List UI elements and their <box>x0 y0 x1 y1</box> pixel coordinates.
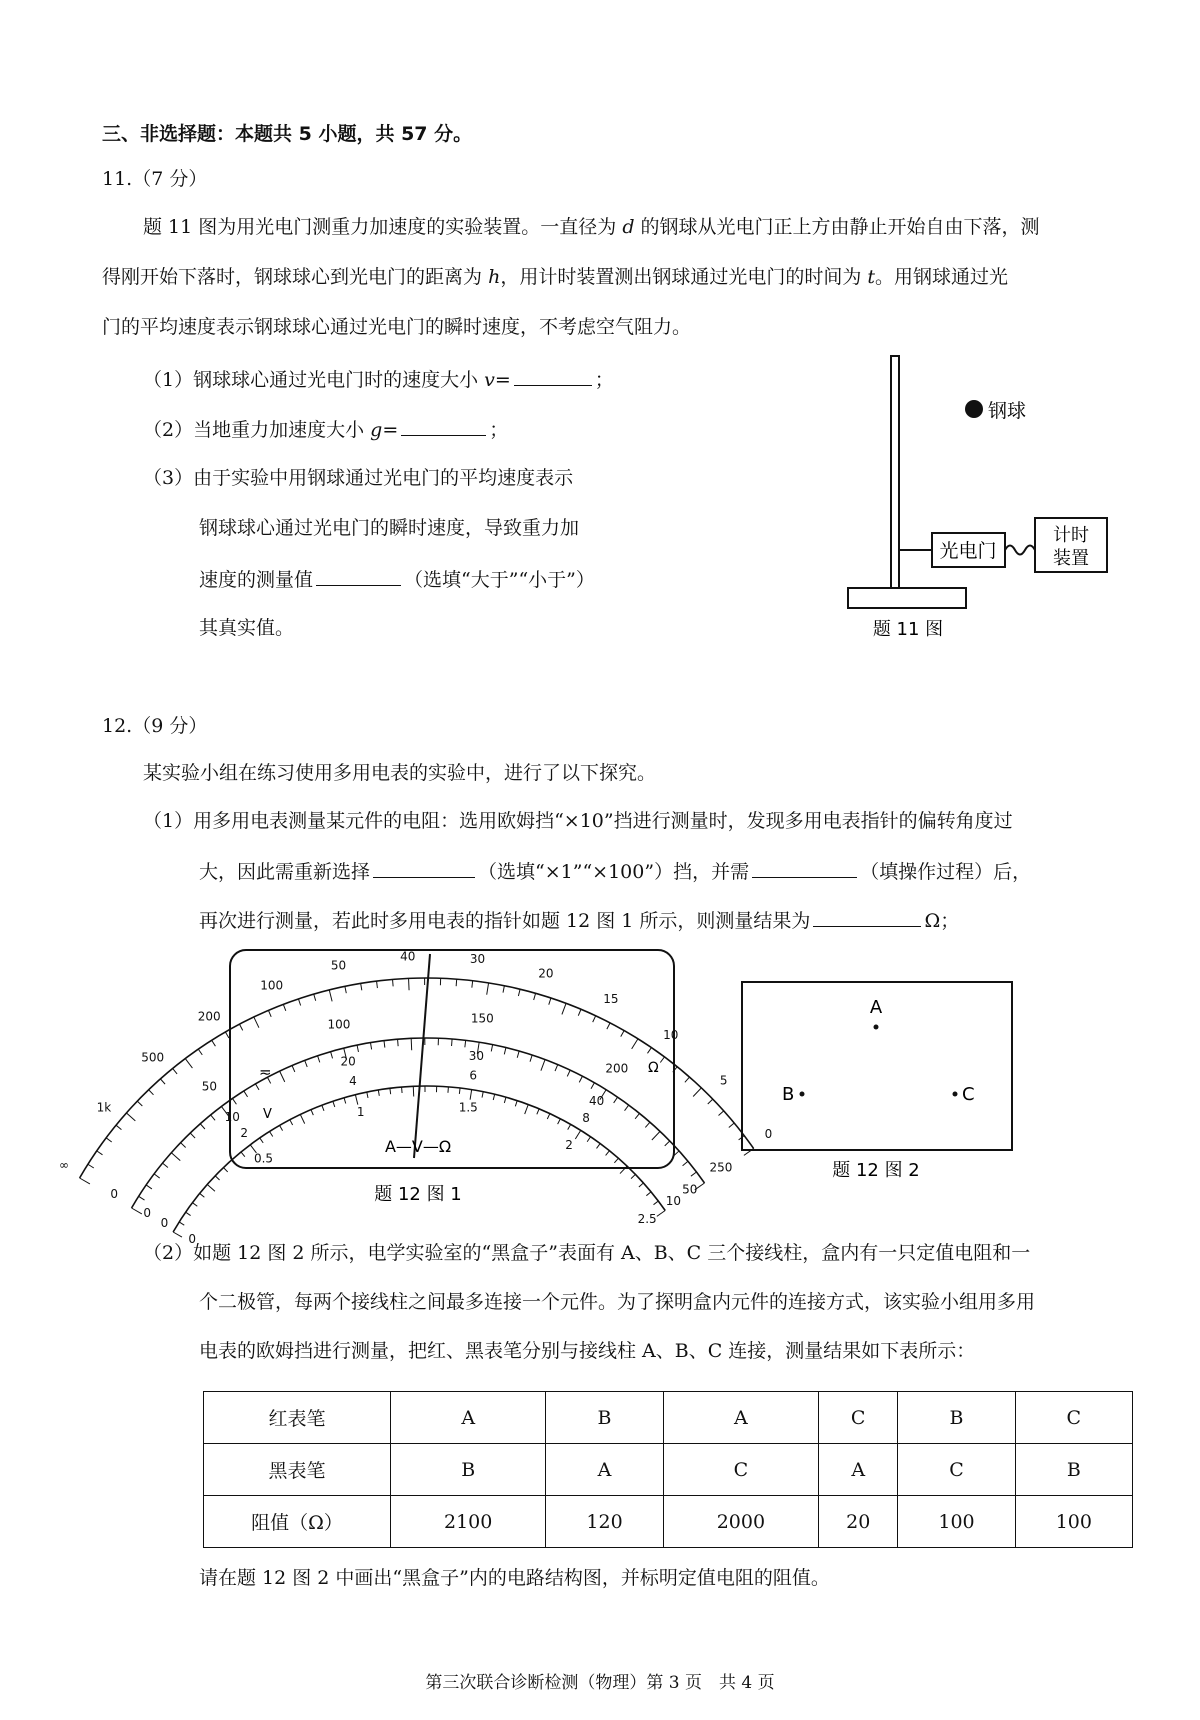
ohm-scale-tick <box>198 1049 202 1055</box>
dc-scale-tick <box>357 1045 358 1052</box>
ohm-scale-tick <box>534 993 536 1000</box>
table-cell: 100 <box>1015 1496 1132 1548</box>
q11-number: 11.（7 分） <box>102 168 208 190</box>
ac-scale-tick <box>537 1109 539 1115</box>
table-cell: B <box>898 1392 1015 1444</box>
ohm-tick-label: ∞ <box>59 1158 70 1172</box>
ac-scale-tick <box>207 1185 215 1192</box>
table-cell: C <box>1015 1392 1132 1444</box>
dc-tick-label: 100 <box>327 1017 351 1032</box>
answer-blank-g[interactable] <box>401 415 486 436</box>
ohm-scale-tick <box>116 1125 121 1129</box>
ac-scale-tick <box>614 1158 618 1163</box>
dc-scale-tick <box>635 1113 639 1118</box>
dc-tick-label: 10 <box>224 1109 240 1124</box>
ac-scale-tick <box>200 1193 205 1197</box>
ohm-scale-tick <box>225 1032 229 1038</box>
ac-scale-tick <box>657 1211 665 1217</box>
ohm-tick-label: 20 <box>538 966 554 981</box>
ohm-scale-tick <box>126 1113 135 1121</box>
ohm-scale-tick <box>578 1009 581 1015</box>
ac-scale-tick <box>311 1110 313 1116</box>
ohm-scale-tick <box>621 1031 624 1037</box>
dc-scale-tick <box>652 1131 660 1140</box>
ac-tick-label: 4 <box>349 1073 357 1088</box>
dc-scale-tick <box>132 1208 142 1214</box>
ac-tick-label: 0 <box>160 1216 169 1230</box>
answer-blank-range[interactable] <box>373 857 475 878</box>
meter-label: A—V—Ω <box>384 1137 452 1156</box>
terminal-a-label: A <box>869 997 883 1018</box>
ohm-scale-tick <box>298 999 300 1006</box>
dc-scale-tick <box>232 1098 236 1104</box>
ac-scale-tick <box>241 1152 245 1157</box>
dc-scale-tick <box>292 1065 295 1071</box>
ohm-scale-tick <box>80 1178 90 1184</box>
ac-scale-tick <box>390 1088 391 1094</box>
ohm-tick-label: 15 <box>603 992 619 1007</box>
dc-scale-tick <box>280 1071 285 1082</box>
ac-scale-tick <box>402 1087 403 1093</box>
ohm-scale-tick <box>254 1017 259 1028</box>
dc-scale-tick <box>384 1041 385 1048</box>
ac-scale-tick <box>575 1130 580 1139</box>
ohm-tick-label: 5 <box>719 1073 728 1088</box>
timer-label-1: 计时 <box>1053 525 1089 546</box>
dc-tick-label: 150 <box>470 1011 494 1026</box>
dc-scale-tick <box>181 1143 186 1148</box>
ac-tick-label: 2 <box>565 1138 573 1153</box>
ohm-tick-label: 500 <box>141 1050 165 1065</box>
dc-scale-tick <box>579 1076 582 1082</box>
ohm-scale-tick <box>345 986 346 993</box>
dc-scale-tick <box>491 1045 492 1052</box>
ohm-scale-tick <box>212 1040 216 1046</box>
dc-scale-tick <box>614 1097 618 1103</box>
ohm-scale-tick <box>693 1088 701 1097</box>
answer-blank-resistance[interactable] <box>813 906 921 927</box>
terminal-b-label: B <box>782 1084 795 1105</box>
wire <box>1005 546 1035 555</box>
q11-sub3-line4: 其真实值。 <box>199 617 295 639</box>
steel-ball <box>965 400 983 418</box>
dc-tick-label: 0 <box>110 1187 119 1201</box>
dc-tick-label: 30 <box>468 1048 485 1063</box>
dc-tick-label: 250 <box>709 1160 733 1175</box>
dc-scale-tick <box>370 1043 371 1050</box>
ohm-tick-label: 200 <box>197 1009 221 1024</box>
dc-scale-tick <box>517 1051 519 1058</box>
ohm-tick-label: 10 <box>663 1028 679 1043</box>
dc-scale-tick <box>411 1038 412 1050</box>
photogate-label: 光电门 <box>939 540 997 562</box>
dc-scale-tick <box>398 1039 399 1046</box>
dc-scale-tick <box>305 1060 307 1067</box>
table-cell: C <box>898 1444 1015 1496</box>
ohm-scale-tick <box>729 1123 734 1127</box>
ohm-scale-tick <box>409 978 410 990</box>
dc-scale-tick <box>318 1056 320 1063</box>
dc-tick-label: 50 <box>201 1079 217 1094</box>
black-box <box>740 980 1020 1180</box>
ac-scale-tick <box>378 1090 379 1096</box>
ohm-scale-tick <box>329 990 332 1002</box>
ac-scale-tick <box>587 1137 590 1142</box>
table-cell: 100 <box>898 1496 1015 1548</box>
ohm-scale-tick <box>314 994 316 1001</box>
ac-tick-label: 8 <box>582 1110 590 1125</box>
dc-scale-tick <box>683 1161 688 1165</box>
ohm-scale-tick <box>719 1111 724 1116</box>
row-header: 黑表笔 <box>204 1444 391 1496</box>
ac-scale-tick <box>224 1168 228 1172</box>
ohm-scale-tick <box>708 1099 713 1104</box>
ac-scale-tick <box>482 1092 483 1098</box>
table-row <box>204 1444 1133 1496</box>
ac-scale-tick <box>322 1105 324 1111</box>
table-cell: A <box>546 1444 663 1496</box>
terminal-c-label: C <box>962 1084 975 1105</box>
ac-scale-tick <box>515 1101 517 1107</box>
dc-scale-tick <box>146 1185 152 1189</box>
table-cell: B <box>391 1444 546 1496</box>
ohm-scale-tick <box>562 1003 566 1014</box>
ohm-scale-tick <box>487 983 489 995</box>
ohm-scale-tick <box>268 1010 271 1016</box>
answer-blank-v[interactable] <box>514 365 592 386</box>
dc-scale-tick <box>255 1084 259 1090</box>
terminal-b[interactable] <box>800 1092 805 1097</box>
ac-scale-tick <box>260 1138 263 1143</box>
ohm-scale-tick <box>377 981 378 988</box>
ac-scale-tick <box>333 1101 335 1107</box>
ac-scale-tick <box>280 1125 283 1130</box>
ac-scale-tick <box>597 1144 601 1149</box>
section-title: 三、非选择题：本题共 5 小题，共 57 分。 <box>102 123 473 145</box>
ac-tick-label: 6 <box>469 1068 478 1083</box>
ac-tick-label: 1 <box>356 1105 365 1120</box>
multimeter-dial <box>59 948 773 1246</box>
terminal-a[interactable] <box>874 1025 879 1030</box>
ac-tick-label: 2 <box>240 1125 249 1140</box>
table-cell: B <box>546 1392 663 1444</box>
dc-scale-tick <box>645 1122 650 1127</box>
ohm-scale-tick <box>185 1059 192 1069</box>
ohm-scale-tick <box>503 986 504 993</box>
dc-scale-tick <box>567 1070 570 1076</box>
terminal-c[interactable] <box>953 1092 958 1097</box>
ohm-scale-tick <box>518 989 520 996</box>
ohm-scale-tick <box>607 1023 610 1029</box>
dc-tick-label: 50 <box>682 1182 698 1197</box>
ohm-scale-tick <box>472 981 473 988</box>
table-cell: 2100 <box>391 1496 546 1548</box>
dc-scale-tick <box>530 1055 532 1062</box>
table-cell: A <box>391 1392 546 1444</box>
ohm-scale-tick <box>160 1079 165 1084</box>
ac-scale-tick <box>173 1232 182 1237</box>
q12-sub1-line1: （1）用多用电表测量某元件的电阻：选用欧姆挡“×10”挡进行测量时，发现多用电表指针的偏转角度过 <box>143 810 1013 832</box>
q12-sub2-line2: 个二极管，每两个接线柱之间最多连接一个元件。为了探明盒内元件的连接方式，该实验小组用多用 <box>199 1291 1036 1313</box>
figure-11-apparatus <box>840 350 1130 640</box>
q12-sub1-line3: 再次进行测量，若此时多用电表的指针如题 12 图 1 所示，则测量结果为 Ω； <box>199 906 959 934</box>
ac-scale-tick <box>179 1222 184 1225</box>
ohm-symbol: Ω <box>648 1060 659 1076</box>
dc-tick-label: 0 <box>143 1206 151 1220</box>
dc-scale-tick <box>139 1196 145 1200</box>
dc-scale-tick <box>625 1105 629 1111</box>
ohm-scale-tick <box>660 1057 664 1063</box>
figure-12-2-caption: 题 12 图 2 <box>832 1160 920 1181</box>
dc-tick-label: 20 <box>340 1054 356 1069</box>
table-cell: B <box>1015 1444 1132 1496</box>
table-cell: 2000 <box>663 1496 818 1548</box>
figure-11-caption: 题 11 图 <box>872 619 944 640</box>
table-cell: 120 <box>546 1496 663 1548</box>
dc-scale-tick <box>452 1039 453 1046</box>
q12-intro: 某实验小组在练习使用多用电表的实验中，进行了以下探究。 <box>143 762 657 784</box>
q11-intro-line1: 题 11 图为用光电门测重力加速度的实验装置。一直径为 d 的钢球从光电门正上方由静止开始自由下落，测 <box>143 216 1040 238</box>
ohm-tick-label: 50 <box>330 958 347 973</box>
q11-sub3-line2: 钢球球心通过光电门的瞬时速度，导致重力加 <box>199 517 580 539</box>
meter-needle <box>414 954 430 1158</box>
measurement-table <box>203 1391 1133 1548</box>
row-header: 红表笔 <box>204 1392 391 1444</box>
dc-tick-label: 200 <box>605 1061 629 1076</box>
dc-scale-tick <box>665 1141 670 1146</box>
ohm-scale-tick <box>283 1004 285 1011</box>
ohm-scale-tick <box>456 979 457 986</box>
ohm-scale-tick <box>647 1048 651 1054</box>
ohm-scale-tick <box>593 1016 596 1022</box>
q11-intro-line2: 得刚开始下落时，钢球球心到光电门的距离为 h，用计时装置测出钢球通过光电门的时间为 t。用钢球通过光 <box>102 266 1009 288</box>
ohm-tick-label: 40 <box>400 949 416 964</box>
ac-scale-tick <box>300 1114 304 1123</box>
ac-scale-tick <box>367 1092 368 1098</box>
table-row <box>204 1496 1133 1548</box>
ohm-tick-label: 0 <box>764 1127 773 1142</box>
ohm-scale-tick <box>239 1024 242 1030</box>
ac-scale-tick <box>547 1114 550 1119</box>
ac-tick-label: 0 <box>188 1232 196 1246</box>
ac-scale-tick <box>186 1212 191 1215</box>
table-cell: A <box>819 1444 898 1496</box>
dc-scale-tick <box>154 1174 160 1178</box>
ac-scale-tick <box>355 1095 357 1105</box>
ohm-scale-tick <box>685 1077 690 1082</box>
q12-number: 12.（9 分） <box>102 715 208 737</box>
dc-scale-tick <box>331 1052 333 1059</box>
ohm-scale-tick <box>361 983 362 990</box>
ohm-scale-tick <box>173 1068 177 1073</box>
ac-scale-tick <box>558 1119 561 1124</box>
dc-scale-tick <box>465 1040 466 1047</box>
answer-blank-compare[interactable] <box>316 565 401 586</box>
ohm-scale-tick <box>88 1164 94 1168</box>
table-row <box>204 1392 1133 1444</box>
ball-label: 钢球 <box>988 400 1027 422</box>
ac-scale-tick <box>270 1131 273 1136</box>
table-cell: 20 <box>819 1496 898 1548</box>
dc-scale-tick <box>211 1115 215 1120</box>
ac-scale-tick <box>215 1176 219 1180</box>
q11-sub3-line3: 速度的测量值 （选填“大于”“小于”） <box>199 565 595 593</box>
dc-scale-tick <box>691 1172 697 1176</box>
dc-scale-tick <box>244 1091 248 1097</box>
ac-tick-label: 2.5 <box>637 1212 657 1227</box>
row-header: 阻值（Ω） <box>204 1496 391 1548</box>
ohm-scale-tick <box>137 1101 142 1106</box>
ac-scale-tick <box>654 1201 659 1205</box>
dc-scale-tick <box>555 1065 558 1071</box>
page-footer: 第三次联合诊断检测（物理）第 3 页 共 4 页 <box>425 1673 775 1693</box>
ohm-scale-tick <box>149 1090 154 1095</box>
dc-scale-tick <box>200 1124 205 1129</box>
dc-scale-tick <box>541 1060 545 1071</box>
dc-scale-tick <box>591 1083 594 1089</box>
ac-scale-tick <box>504 1097 506 1103</box>
ohm-tick-label: 1k <box>96 1100 112 1115</box>
ac-tick-label: 10 <box>665 1193 682 1208</box>
ac-scale-tick <box>459 1088 460 1094</box>
ac-scale-tick <box>493 1094 494 1100</box>
q12-sub2-line3: 电表的欧姆挡进行测量，把红、黑表笔分别与接线柱 A、B、C 连接，测量结果如下表所示： <box>199 1340 976 1362</box>
ohm-tick-label: 30 <box>469 952 486 967</box>
figure-12-1-caption: 题 12 图 1 <box>374 1184 462 1205</box>
dc-scale-tick <box>190 1133 195 1138</box>
ac-scale-tick <box>192 1203 197 1207</box>
ohm-scale-tick <box>632 1039 638 1049</box>
ac-scale-tick <box>639 1183 643 1187</box>
ohm-scale-tick <box>393 979 394 986</box>
q12-closing: 请在题 12 图 2 中画出“黑盒子”内的电路结构图，并标明定值电阻的阻值。 <box>199 1567 830 1589</box>
q11-sub2: （2）当地重力加速度大小 g= ； <box>143 415 508 443</box>
table-cell: C <box>819 1392 898 1444</box>
q11-sub1: （1）钢球球心通过光电门时的速度大小 v= ； <box>143 365 614 393</box>
ohm-tick-label: 100 <box>260 978 284 993</box>
ac-scale-tick <box>290 1120 293 1125</box>
ohm-scale-tick <box>106 1138 112 1142</box>
ac-scale-tick <box>606 1151 610 1156</box>
ac-tick-label: 0.5 <box>253 1151 274 1166</box>
q11-intro-line3: 门的平均速度表示钢球球心通过光电门的瞬时速度，不考虑空气阻力。 <box>102 316 692 338</box>
timer-label-2: 装置 <box>1053 548 1089 569</box>
ohm-scale-tick <box>549 998 551 1005</box>
table-cell: A <box>663 1392 818 1444</box>
v-symbol: V <box>263 1107 272 1122</box>
q11-sub3-line1: （3）由于实验中用钢球通过光电门的平均速度表示 <box>143 467 574 489</box>
q12-sub2-line1: （2）如题 12 图 2 所示，电学实验室的“黑盒子”表面有 A、B、C 三个接线柱，盒内有一只定值电阻和一 <box>143 1242 1031 1264</box>
table-cell: C <box>663 1444 818 1496</box>
ac-scale-tick <box>344 1098 346 1104</box>
dc-tick-label: 40 <box>588 1093 605 1108</box>
answer-blank-operation[interactable] <box>752 857 857 878</box>
dc-scale-tick <box>163 1163 168 1167</box>
ac-scale-tick <box>470 1090 472 1100</box>
dc-scale-tick <box>171 1153 180 1161</box>
ac-tick-label: 1.5 <box>458 1100 478 1115</box>
ac-symbol: ≂ <box>259 1063 272 1081</box>
ac-scale-tick <box>646 1192 651 1196</box>
ac-scale-tick <box>568 1124 571 1129</box>
ac-scale-tick <box>525 1104 529 1114</box>
ac-scale-tick <box>631 1174 635 1178</box>
dc-scale-tick <box>504 1048 506 1055</box>
ohm-scale-tick <box>97 1151 103 1155</box>
q12-sub1-line2: 大，因此需重新选择 （选填“×1”“×100”）挡，并需 （填操作过程）后， <box>199 857 1031 885</box>
